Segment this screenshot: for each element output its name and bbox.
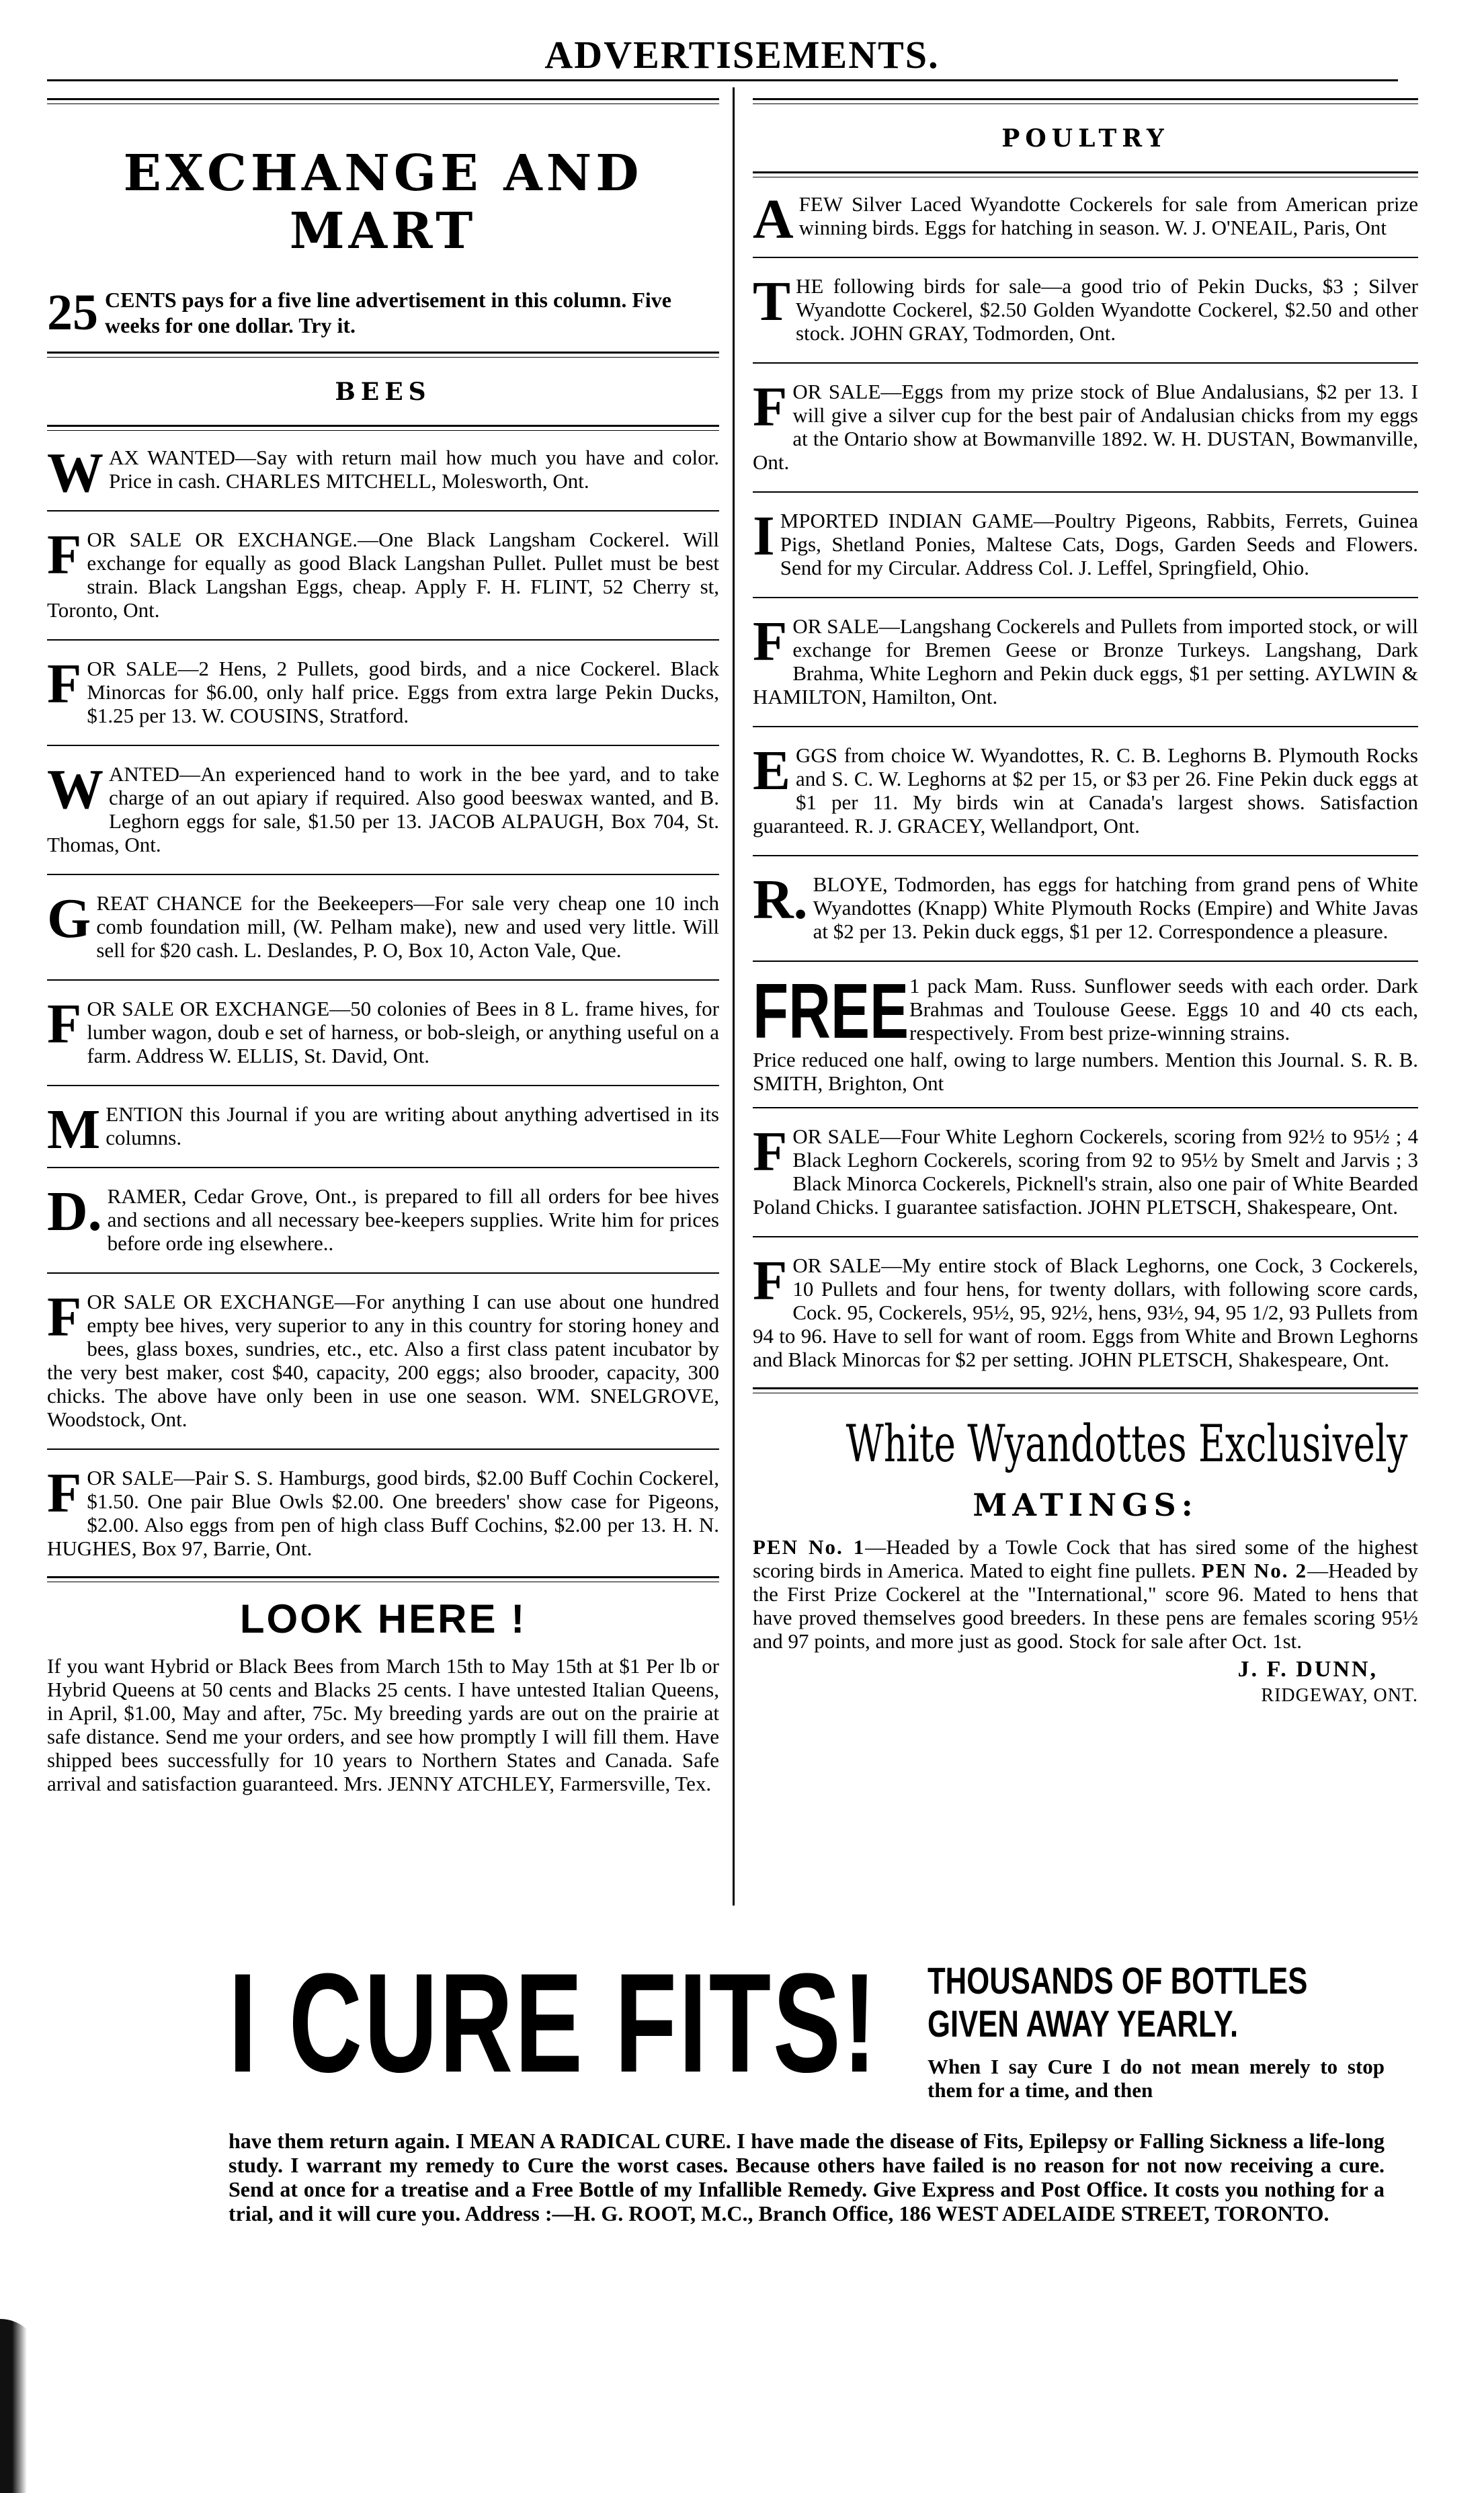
pen-2-text: —Headed by the First Prize Cockerel at the "International," score 96. Mated to hens that have proved themselves good breeders. [753, 1559, 1419, 1629]
mart-title: EXCHANGE AND MART [123, 145, 643, 260]
ad-wax-wanted: WAX WANTED—Say with return mail how much you have and color. Price in cash. CHARLES MITCHELL, Molesworth, Ont. [47, 442, 719, 504]
rule [753, 1236, 1418, 1237]
rule [753, 362, 1418, 364]
pen-1-label: PEN No. 1 [753, 1535, 866, 1559]
pen-1-text: —Headed by a Towle Cock that has sired some of the highest scoring birds in America. Mated to eight fine pullets. [753, 1535, 1418, 1582]
right-column [753, 87, 1418, 1707]
ad-bloye: R.BLOYE, Todmorden, has eggs for hatching from grand pens of White Wyandottes (Knapp) White Plymouth Rocks (Empire) and White Javas at $2 per 13. Pekin duck eggs, $1 per 12. Correspondence a pleasure. [753, 868, 1418, 943]
rule [753, 726, 1418, 727]
look-here-title: LOOK HERE ! [239, 1596, 527, 1641]
rule [753, 171, 1418, 177]
rule [753, 98, 1418, 104]
cure-fits-title: I CURE FITS! [229, 1944, 878, 2102]
rule [47, 874, 719, 875]
poultry-title: POULTRY [1001, 124, 1169, 153]
rule [753, 491, 1418, 493]
rule [47, 98, 719, 104]
dunn-location: RIDGEWAY, ONT. [1261, 1685, 1418, 1706]
free-text: 1 pack Mam. Russ. Sunflower seeds with each order. Dark Brahmas and Toulouse Geese. Eggs 10 and 40 cts each, respectively. From best prize-winning strains. [909, 974, 1418, 1045]
ad-indian-game: IMPORTED INDIAN GAME—Poultry Pigeons, Rabbits, Ferrets, Guinea Pigs, Shetland Ponies, Maltese Cats, Dogs, Garden Seeds and Flowers. Send for my Circular. Address Col. J. Leffel, Springfield, Ohio. [753, 505, 1418, 579]
bees-title: BEES [335, 378, 431, 406]
ad-silver-laced: AFEW Silver Laced Wyandotte Cockerels for sale from American prize winning birds. Eggs for hatching in season. W. J. O'NEAIL, Paris, Ont [753, 188, 1418, 251]
ad-black-leghorns: FOR SALE—My entire stock of Black Leghorns, one Cock, 3 Cockerels, 10 Pullets and four hens, for twenty dollars, with following score cards, Cock. 95, Cockerels, 95½, 95, 92½, hens, 93½, 94, 95 1/2, 93 Pullets from 94 to 96. Have to sell for want of room. Eggs from White and Brown Leghorns and Black Minorcas for $2 per setting. JOHN PLETSCH, Shakespeare, Ont. [753, 1250, 1418, 1371]
ad-eggs-gracey: EGGS from choice W. Wyandottes, R. C. B. Leghorns B. Plymouth Rocks and S. C. W. Leghorns at $2 per 15, or $3 per 26. Fine Pekin duck eggs at $1 per 11. My birds win at Canada's largest shows. Satisfaction guaranteed. R. J. GRACEY, Wellandport, Ont. [753, 739, 1418, 837]
matings-tail: In these pens are females scoring 95½ and 97 points, and more just as good. Stock for sale after Oct. 1st. [753, 1606, 1419, 1653]
free-text-rest: Price reduced one half, owing to large numbers. Mention this Journal. S. R. B. SMITH, Brighton, Ont [753, 1048, 1418, 1095]
ad-mention: MENTION this Journal if you are writing about anything advertised in its columns. [47, 1098, 719, 1161]
rule [47, 352, 719, 358]
ad-white-leghorn: FOR SALE—Four White Leghorn Cockerels, scoring from 92½ to 95½ ; 4 Black Leghorn Cockerels, scoring from 92 to 95½ by Smelt and Jarvis ; 3 Black Minorca Cockerels, Picknell's strain, also one pair of White Bearded Poland Chicks. I guarantee satisfaction. JOHN PLETSCH, Shakespeare, Ont. [753, 1120, 1418, 1219]
ad-colonies: FOR SALE OR EXCHANGE—50 colonies of Bees in 8 L. frame hives, for lumber wagon, doub e set of harness, or bob-sleigh, or anything useful on a farm. Address W. ELLIS, St. David, Ont. [47, 993, 719, 1067]
rule [47, 979, 719, 981]
rule [47, 1576, 719, 1582]
rule [753, 597, 1418, 598]
ad-wanted-bee-hand: WANTED—An experienced hand to work in the bee yard, and to take charge of an out apiary if required. Also good beeswax wanted, and B. Leghorn eggs for sale, $1.50 per 13. JACOB ALPAUGH, Box 704, St. Thomas, Ont. [47, 758, 719, 856]
rule [47, 1167, 719, 1168]
rule [47, 510, 719, 512]
ad-great-chance: GREAT CHANCE for the Beekeepers—For sale very cheap one 10 inch comb foundation mill, (W. Pelham make), new and used very little. Will sell for $20 cash. L. Deslandes, P. O, Box 10, Acton Vale, Que. [47, 887, 719, 962]
rule [47, 639, 719, 641]
lead-number: 25 [47, 284, 98, 341]
left-column [47, 87, 719, 1795]
rule [47, 1448, 719, 1450]
page-header: ADVERTISEMENTS. [544, 33, 940, 77]
rule [753, 961, 1418, 962]
ad-hamburgs: FOR SALE—Pair S. S. Hamburgs, good birds, $2.00 Buff Cochin Cockerel, $1.50. One pair Blue Owls $2.00. One breeders' show case for Pigeons, $2.00. Also eggs from pen of high class Buff Cochins, $2.00 per 13. H. N. HUGHES, Box 97, Barrie, Ont. [47, 1462, 719, 1560]
wyandottes-title: White Wyandottes Exclusively [846, 1414, 1408, 1473]
ad-minorcas: FOR SALE—2 Hens, 2 Pullets, good birds, and a nice Cockerel. Black Minorcas for $6.00, only half price. Eggs from extra large Pekin Ducks, $1.25 per 13. W. COUSINS, Stratford. [47, 653, 719, 727]
cure-fits-heading [928, 1959, 1308, 2045]
rule [47, 745, 719, 746]
rule [753, 855, 1418, 856]
look-here-body: If you want Hybrid or Black Bees from March 15th to May 15th at $1 Per lb or Hybrid Queens at 50 cents and Blacks 25 cents. I have untested Italian Queens, in April, $1.00, May and after, 75c. My breeding yards are out on the prairie at safe distance. Send me your orders, and see how promptly I will fill them. Have shipped bees successfully for 10 years to Northern States and Canada. Safe arrival and satisfaction guaranteed. Mrs. JENNY ATCHLEY, Farmersville, Tex. [47, 1654, 719, 1795]
matings-title: MATINGS: [973, 1487, 1198, 1523]
page-edge-shadow [0, 2319, 40, 2493]
rule [753, 1107, 1418, 1108]
ad-langshang: FOR SALE—Langshang Cockerels and Pullets from imported stock, or will exchange for Bremen Geese or Bronze Turkeys. Langshang, Dark Brahma, White Leghorn and Pekin duck eggs, $1 per setting. AYLWIN & HAMILTON, Hamilton, Ont. [753, 610, 1418, 708]
column-divider [733, 87, 735, 1906]
cure-heading-2: GIVEN AWAY YEARLY. [928, 2002, 1239, 2045]
rule [47, 1272, 719, 1274]
cure-body: have them return again. I MEAN A RADICAL CURE. I have made the disease of Fits, Epilepsy or Falling Sickness a life-long study. I warrant my remedy to Cure the worst cases. Because others have failed is no reason for not now receiving a cure. Send at once for a treatise and a Free Bottle of my Infallible Remedy. Give Express and Post Office. It costs you nothing for a trial, and it will cure you. Address :—H. G. ROOT, M.C., Branch Office, 186 WEST ADELAIDE STREET, TORONTO. [229, 2129, 1385, 2225]
rule [753, 257, 1418, 258]
ad-free [753, 967, 1418, 1055]
free-word: FREE [753, 967, 909, 1055]
matings-body [753, 1535, 1418, 1653]
header-rule [47, 79, 1398, 81]
pen-2-label: PEN No. 2 [1201, 1559, 1308, 1582]
lead-text: CENTS pays for a five line advertisement in this column. Five weeks for one dollar. Try it. [105, 288, 671, 337]
dunn-signature: J. F. DUNN, [1237, 1657, 1378, 1682]
rule [47, 425, 719, 431]
cure-intro: When I say Cure I do not mean merely to stop them for a time, and then [928, 2055, 1385, 2102]
ad-bee-hives: FOR SALE OR EXCHANGE—For anything I can use about one hundred empty bee hives, very superior to any in this country for storing honey and bees, glass boxes, sundries, etc., etc. Also a first class patent incubator by the very best maker, cost $40, capacity, 200 eggs; also brooder, capacity, 300 chicks. The above have only been in use one season. WM. SNELGROVE, Woodstock, Ont. [47, 1286, 719, 1431]
ad-andalusians: FOR SALE—Eggs from my prize stock of Blue Andalusians, $2 per 13. I will give a silver cup for the best pair of Andalusian chicks from my eggs at the Ontario show at Bowmanville 1892. W. H. DUSTAN, Bowmanville, Ont. [753, 376, 1418, 474]
ad-langsham: FOR SALE OR EXCHANGE.—One Black Langsham Cockerel. Will exchange for equally as good Black Langshan Pullet. Pullet must be best strain. Black Langshan Eggs, cheap. Apply F. H. FLINT, 52 Cherry st, Toronto, Ont. [47, 524, 719, 622]
ad-pekin-ducks: THE following birds for sale—a good trio of Pekin Ducks, $3 ; Silver Wyandotte Cockerel, $2.50 Golden Wyandotte Cockerel, $2.50 and other stock. JOHN GRAY, Todmorden, Ont. [753, 270, 1418, 345]
ad-ramer: D.RAMER, Cedar Grove, Ont., is prepared to fill all orders for bee hives and sections and all necessary bee-keepers supplies. Write him for prices before orde ing elsewhere.. [47, 1180, 719, 1255]
rule [753, 1387, 1418, 1393]
rule [47, 1085, 719, 1086]
cure-heading-1: THOUSANDS OF BOTTLES [928, 1959, 1308, 2002]
lead-notice [47, 284, 719, 341]
